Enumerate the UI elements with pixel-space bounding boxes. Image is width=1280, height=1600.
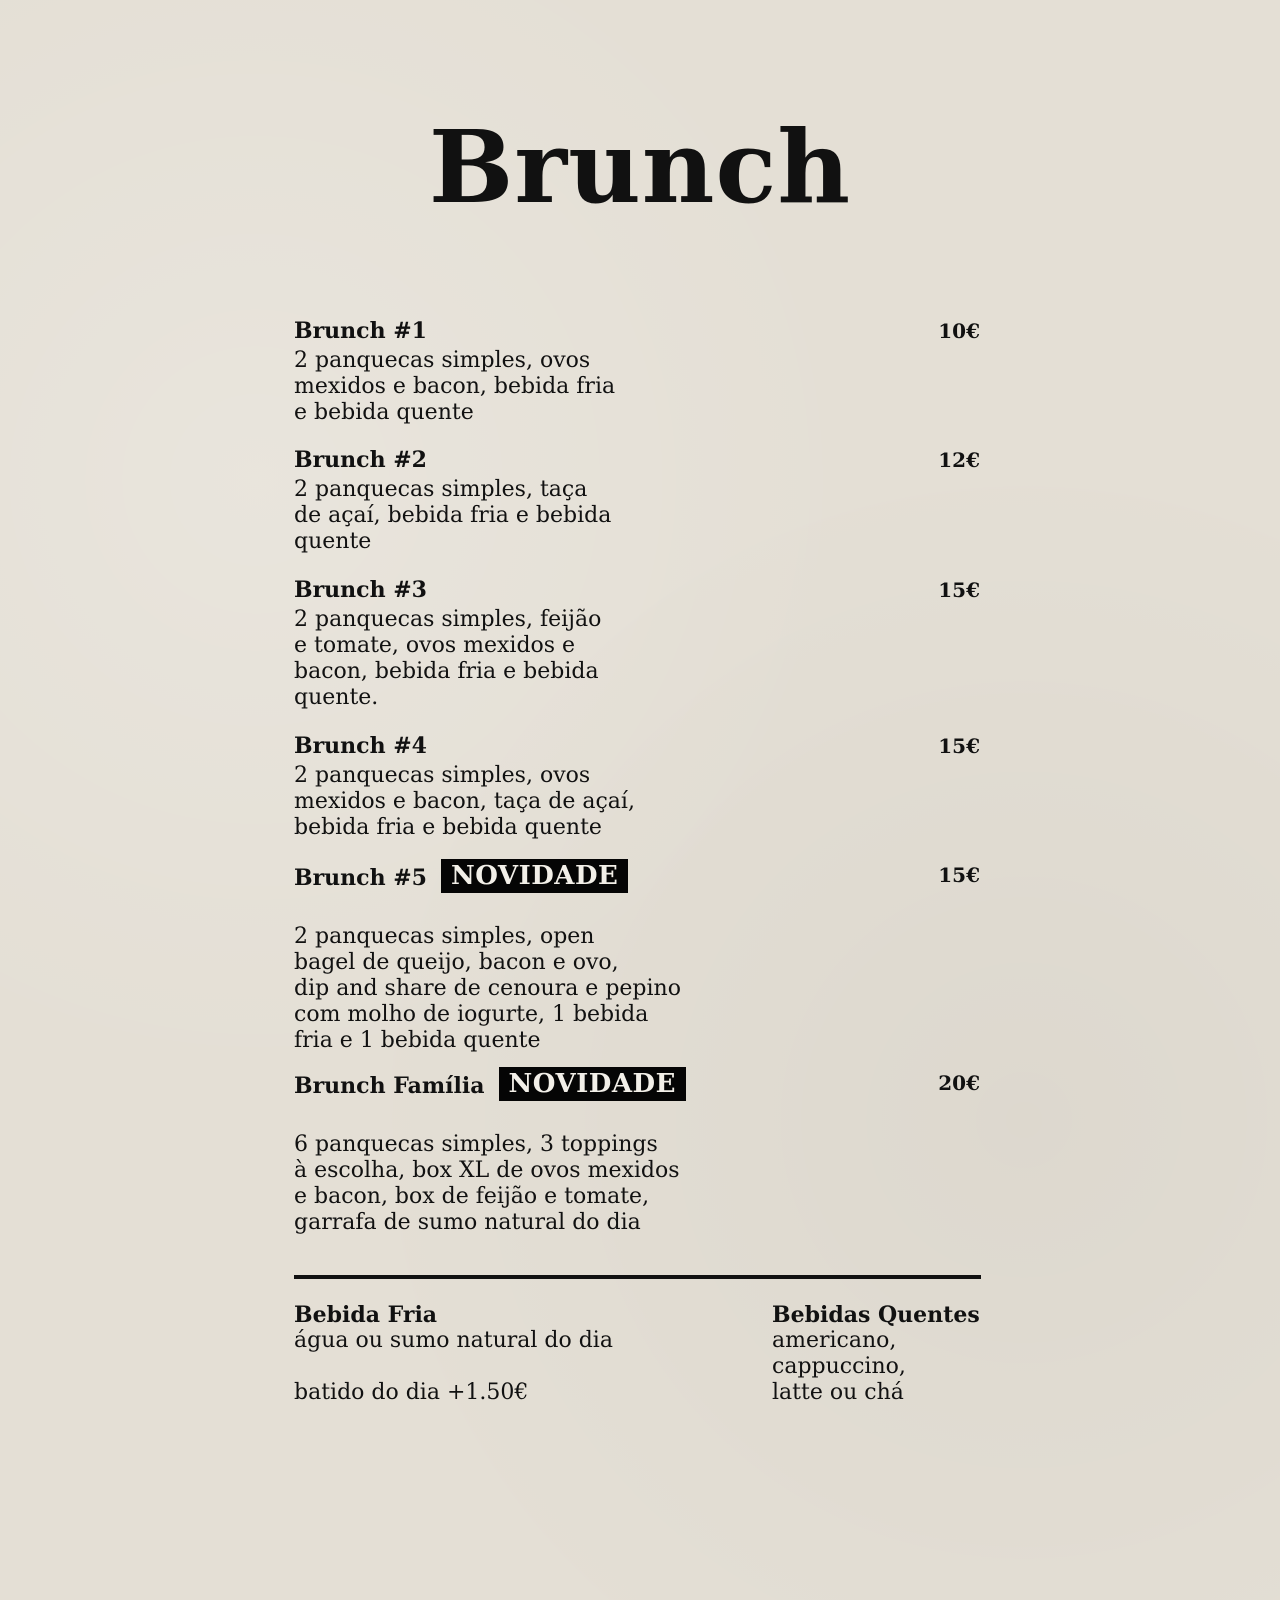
menu-item-name-wrap: [294, 862, 628, 896]
new-badge: NOVIDADE: [441, 859, 628, 893]
menu-item-name: Brunch #5: [294, 865, 427, 891]
cold-drinks-title: Bebida Fria: [294, 1302, 438, 1328]
hot-drinks: [772, 1302, 1012, 1406]
menu-item-name-wrap: [294, 1070, 686, 1104]
menu-item-price: 12€: [938, 448, 980, 472]
menu-item: [294, 1064, 984, 1236]
menu-item-name: Brunch #2: [294, 447, 427, 473]
menu-item-name: Brunch #3: [294, 577, 427, 603]
section-divider: [294, 1275, 981, 1279]
menu-item: [294, 571, 984, 711]
menu-item-description: 2 panquecas simples, taça de açaí, bebida fria e bebida quente: [294, 477, 612, 554]
menu-item-header: [294, 727, 984, 763]
cold-drinks-option: água ou sumo natural do dia: [294, 1328, 613, 1353]
menu-item-description: 2 panquecas simples, open bagel de queijo, bacon e ovo, dip and share de cenoura e pepino com molho de iogurte, 1 bebida fria e 1 bebida quente: [294, 924, 681, 1053]
menu-item-price: 15€: [938, 578, 980, 602]
menu-item-description: 6 panquecas simples, 3 toppings à escolha, box XL de ovos mexidos e bacon, box de feijão e tomate, garrafa de sumo natural do dia: [294, 1132, 680, 1235]
menu-item-name: Brunch Família: [294, 1073, 485, 1099]
page-title: Brunch: [428, 108, 852, 226]
menu-item-header: [294, 312, 984, 348]
hot-drinks-options: americano, cappuccino, latte ou chá: [772, 1328, 906, 1405]
menu-item-price: 15€: [938, 863, 980, 887]
menu-item-header: [294, 441, 984, 477]
menu-item-header: [294, 1064, 984, 1132]
menu-item-price: 10€: [938, 319, 980, 343]
hot-drinks-title: Bebidas Quentes: [772, 1302, 980, 1328]
menu-item-description: 2 panquecas simples, ovos mexidos e bacon, bebida fria e bebida quente: [294, 348, 616, 425]
new-badge: NOVIDADE: [499, 1067, 686, 1101]
menu-item-description: 2 panquecas simples, feijão e tomate, ovos mexidos e bacon, bebida fria e bebida quente.: [294, 607, 602, 710]
menu-item: [294, 441, 984, 555]
menu-item-header: [294, 571, 984, 607]
menu-item: [294, 312, 984, 426]
menu-item: [294, 727, 984, 841]
spacer: [294, 1354, 694, 1380]
cold-drinks: [294, 1302, 694, 1406]
menu-item-header: [294, 856, 984, 924]
menu-item-price: 20€: [938, 1071, 980, 1095]
menu-item: [294, 856, 984, 1054]
cold-drinks-extra: batido do dia +1.50€: [294, 1380, 529, 1405]
menu-item-description: 2 panquecas simples, ovos mexidos e bacon, taça de açaí, bebida fria e bebida quente: [294, 763, 635, 840]
menu-item-name: Brunch #1: [294, 318, 427, 344]
menu-item-name: Brunch #4: [294, 733, 427, 759]
menu-item-price: 15€: [938, 734, 980, 758]
